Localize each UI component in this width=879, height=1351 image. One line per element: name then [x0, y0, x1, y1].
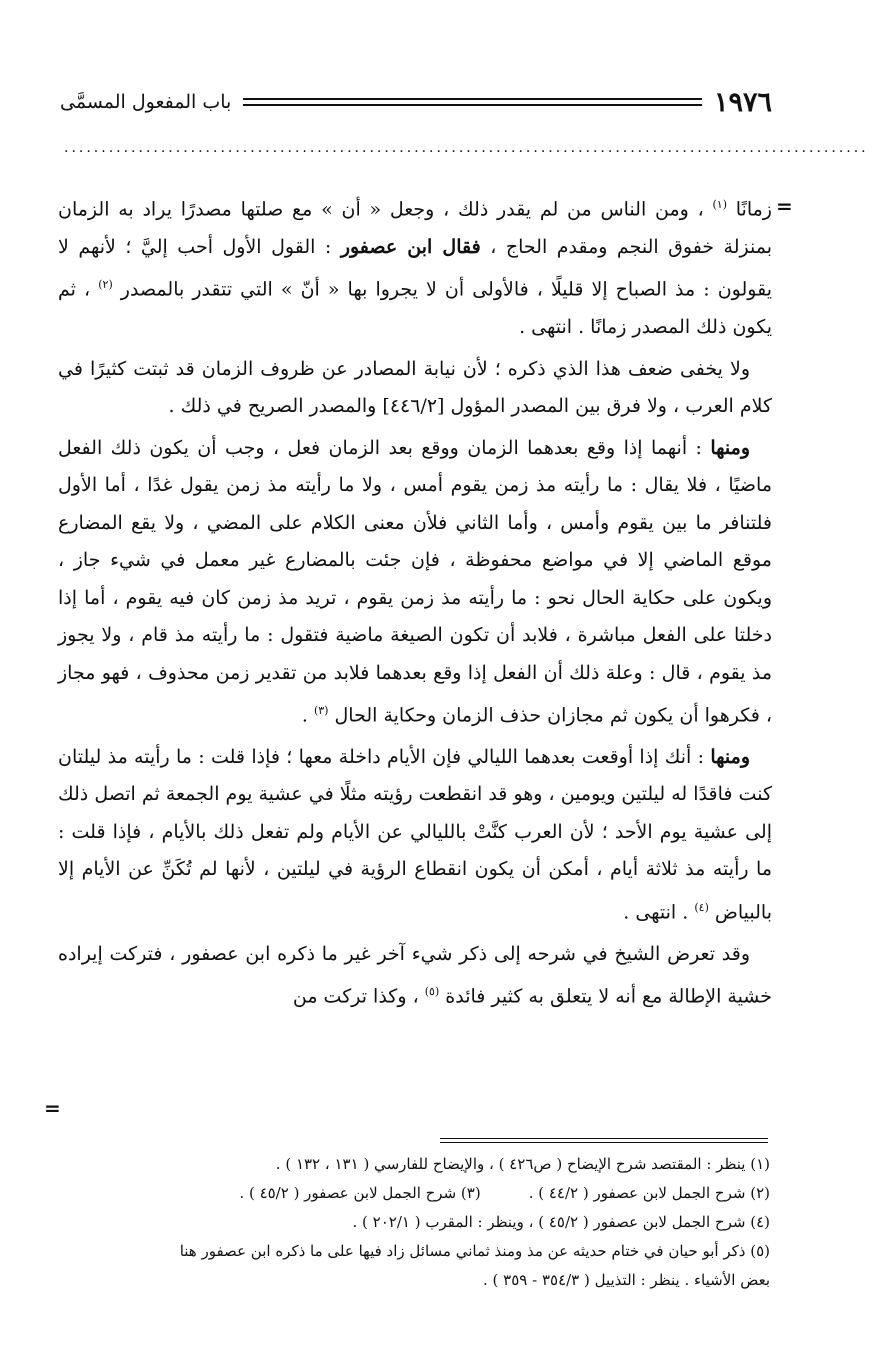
footnote-ref-1: (١) [712, 198, 727, 211]
dotted-separator: ............................................................................................................ [64, 140, 869, 156]
page-header [60, 80, 772, 124]
footnote-5-line-2: بعض الأشياء . ينظر : التذييل ( ٣٥٤/٣ - ٣٥٩ ) . [483, 1271, 770, 1289]
footnote-4: (٤) شرح الجمل لابن عصفور ( ٤٥/٢ ) ، وينظر : المقرب ( ٢٠٢/١ ) . [352, 1213, 770, 1231]
footnote-separator [440, 1138, 768, 1143]
footnotes [56, 1150, 770, 1330]
bold-phrase: فقال ابن عصفور [340, 235, 481, 258]
footnote-5-line-1: (٥) ذكر أبو حيان في ختام حديثه عن مذ ومنذ ثماني مسائل زاد فيها على ما ذكره ابن عصفور هنا [179, 1242, 770, 1260]
footnote-3: (٣) شرح الجمل لابن عصفور ( ٤٥/٢ ) . [239, 1184, 481, 1202]
paragraph-4: ومنها : أنك إذا أوقعت بعدهما الليالي فإن الأيام داخلة معها ؛ فإذا قلت : ما رأيته مذ ليلتان كنت فاقدًا له ليلتين ويومين ، وهو قد انقطعت رؤيته مثلًا في عشية يوم الجمعة ثم اتصل ذلك إلى عشية يوم الأحد ؛ لأن العرب كنَّتْ بالليالي عن الأيام ولم تفعل ذلك بالأيام ، فإذا قلت : ما رأيته مذ ثلاثة أيام ، أمكن أن يكون انقطاع الرؤية في ليلتين ، لأنها لم تُكَنِّ عن الأيام إلا بالبياض $^{(٤)}$ . انتهى . [58, 745, 772, 924]
lead-word: ومنها [710, 436, 750, 459]
paragraph-5: وقد تعرض الشيخ في شرحه إلى ذكر شيء آخر غير ما ذكره ابن عصفور ، فتركت إيراده خشية الإطالة مع أنه لا يتعلق به كثير فائدة $^{(٥)}$ ، وكذا تركت من [58, 942, 772, 1008]
main-text [58, 186, 772, 1126]
footnote-ref-5: (٥) [424, 985, 440, 999]
footnote-1: (١) ينظر : المقتصد شرح الإيضاح ( ص٤٢٦ ) ، والإيضاح للفارسي ( ١٣١ ، ١٣٢ ) . [275, 1155, 770, 1173]
lead-word: ومنها [710, 745, 750, 768]
paragraph-3: ومنها : أنهما إذا وقع بعدهما الزمان ووقع بعد الزمان فعل ، وجب أن يكون ذلك الفعل ماضيًا ، فلا يقال : ما رأيته مذ زمن يقوم أمس ، ولا ما رأيته مذ زمن يقول غدًا ، أما الأول فلتنافر ما بين يقوم وأمس ، وأما الثاني فلأن معنى الكلام على المضي ، ولا يقع المضارع موقع الماضي إلا في مواضع محفوظة ، فإن جئت بالمضارع غير معمل في شيء جاز ، ويكون على حكاية الحال نحو : ما رأيته مذ زمن يقوم ، تريد مذ زمن كان فيه يقوم ، أما إذا دخلتا على الفعل مباشرة ، فلابد أن تكون الصيغة ماضية فتقول : ما رأيته مذ قام ، ولا يجوز مذ يقوم ، قال : وعلة ذلك أن الفعل إذا وقع بعدهما فلابد من تقدير زمن محذوف ، فهو مجاز ، فكرهوا أن يكون ثم مجازان حذف الزمان وحكاية الحال $^{(٣)}$ . [58, 436, 772, 727]
footnote-2: (٢) شرح الجمل لابن عصفور ( ٤٤/٢ ) . [528, 1184, 770, 1202]
paragraph-2: ولا يخفى ضعف هذا الذي ذكره ؛ لأن نيابة المصادر عن ظروف الزمان قد ثبتت كثيرًا في كلام العرب ، ولا فرق بين المصدر المؤول [٤٤٦/٢] والمصدر الصريح في ذلك . [58, 357, 772, 418]
footnote-ref-4: (٤) [694, 900, 709, 914]
continuation-mark-start: = [776, 194, 793, 218]
footnote-row [56, 1179, 770, 1208]
continuation-mark-end: = [44, 1096, 61, 1120]
footnote-ref-2: (٢) [98, 278, 113, 292]
running-title: باب المفعول المسمَّى [60, 91, 232, 113]
header-double-rule [243, 98, 702, 106]
footnote-ref-3: (٣) [313, 704, 329, 718]
paragraph-1: زمانًا $^{(١)}$ ، ومن الناس من لم يقدر ذلك ، وجعل « أن » مع صلتها مصدرًا يراد به الزمان بمنزلة خفوق النجم ومقدم الحاج ، فقال ابن عصفور : القول الأول أحب إليَّ ؛ لأنهم لا يقولون : مذ الصباح إلا قليلًا ، فالأولى أن لا يجروا بها « أنّ » التي تتقدر بالمصدر $^{(٢)}$ ، ثم يكون ذلك المصدر زمانًا . انتهى . [58, 198, 773, 339]
page-number: ١٩٧٦ [713, 86, 772, 118]
